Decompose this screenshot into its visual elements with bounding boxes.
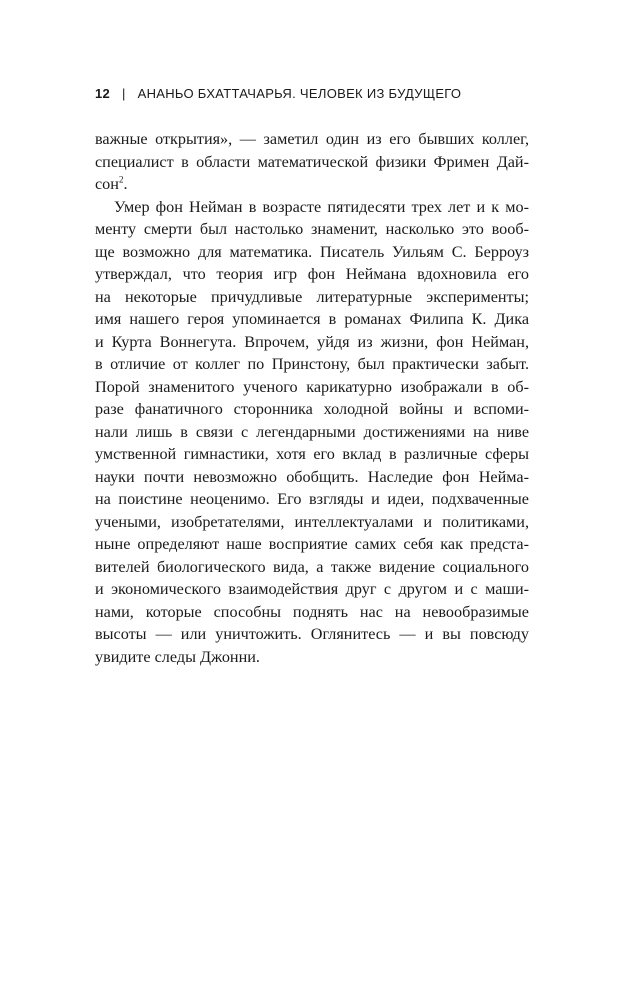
text-line: важные открытия», — заметил один из его бывших коллег, [95,130,529,148]
text-line: Умер фон Нейман в возрасте пятидесяти трех лет и к мо- [114,197,529,216]
text-line: и Курта Воннегута. Впрочем, уйдя из жизни, фон Нейман, [95,332,529,351]
text-line: утверждал, что теория игр фон Неймана вдохновила его [95,265,529,283]
text-line [95,173,529,196]
running-header [95,86,461,101]
page-number: 12 [95,86,111,101]
header-separator: | [121,86,126,101]
footnote-marker: 2 [118,174,124,185]
paragraph-1 [95,128,529,196]
text-line: имя нашего героя упоминается в романах Филипа К. Дика [95,310,529,328]
text-line: специалист в области математической физики Фримен Дай- [95,152,529,171]
text-line: нами, которые способны поднять нас на невообразимые [95,602,529,621]
text-line: умственной гимнастики, хотя его вклад в различные сферы [95,445,529,463]
text-line: науки почти невозможно обобщить. Наследие фон Нейма- [95,467,529,486]
body-text [95,128,529,668]
text-line: разе фанатичного сторонника холодной войны и вспоми- [95,400,529,418]
text-fragment: сон [95,175,119,193]
text-line: Порой знаменитого ученого карикатурно изображали в об- [95,377,529,396]
text-line: ще возможно для математика. Писатель Уильям С. Берроуз [95,242,529,261]
running-title: АНАНЬО БХАТТАЧАРЬЯ. ЧЕЛОВЕК ИЗ БУДУЩЕГО [137,86,462,101]
text-line: ныне определяют наше восприятие самих себя как предста- [95,535,529,553]
text-line: менту смерти был настолько знаменит, насколько это вооб- [95,220,529,238]
text-line: в отличие от коллег по Принстону, был практически забыт. [95,355,529,373]
text-line: нали лишь в связи с легендарными достижениями на ниве [95,422,529,441]
text-line: вителей биологического вида, а также видение социального [95,557,529,576]
text-line: и экономического взаимодействия друг с другом и с маши- [95,580,529,598]
text-line: на поистине неоценимо. Его взгляды и идеи, подхваченные [95,490,529,508]
text-line: высоты — или уничтожить. Оглянитесь — и вы повсюду [95,625,529,643]
text-line: увидите следы Джонни. [95,647,260,666]
text-line: учеными, изобретателями, интеллектуалами и политиками, [95,512,529,531]
paragraph-2 [95,196,529,669]
text-fragment: . [123,175,128,193]
text-line: на некоторые причудливые литературные эксперименты; [95,287,529,306]
